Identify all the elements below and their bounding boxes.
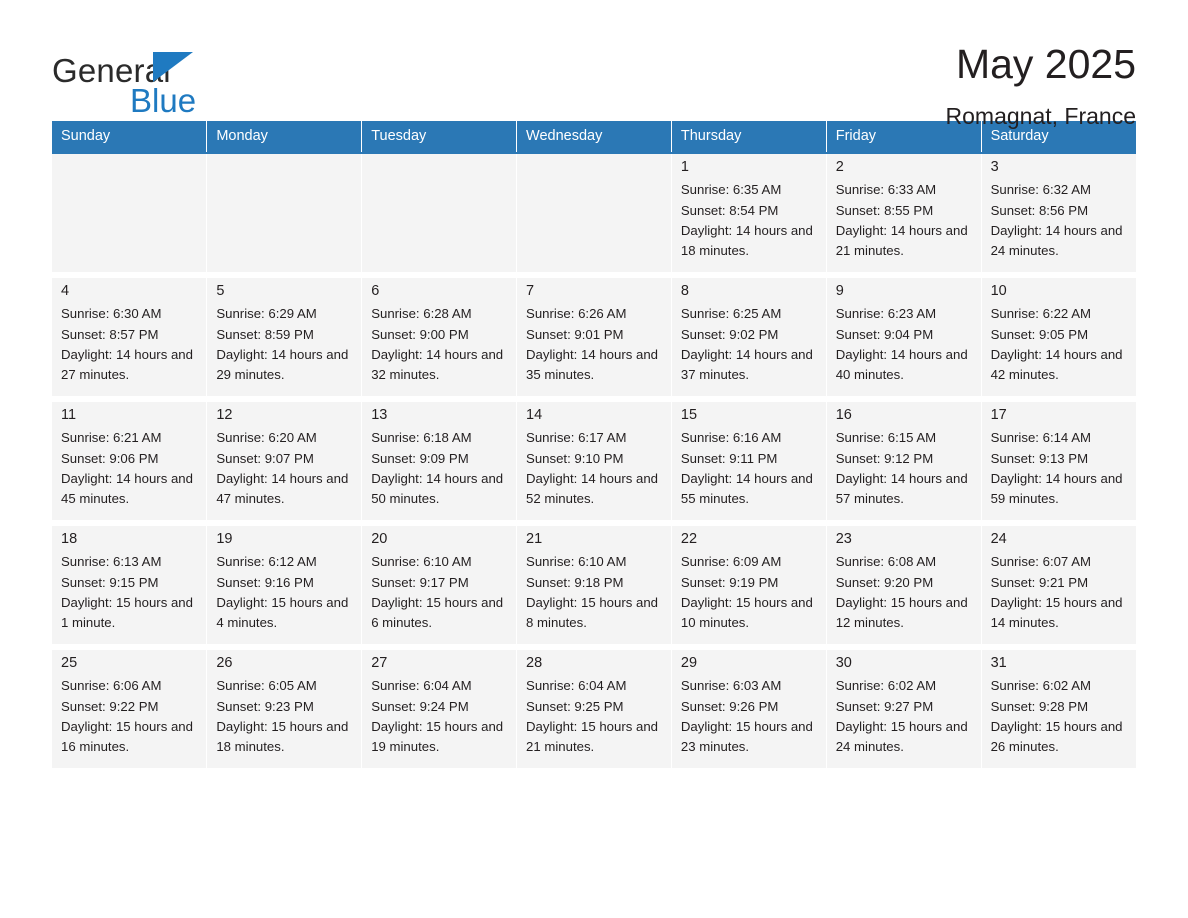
calendar-day-cell — [826, 647, 981, 771]
sunset-text: Sunset: 9:23 PM — [216, 698, 314, 714]
day-details — [672, 176, 826, 261]
calendar-day-cell — [207, 523, 362, 647]
weekday-header-monday: Monday — [207, 121, 362, 153]
day-number: 30 — [835, 655, 852, 671]
sunset-text: Sunset: 9:04 PM — [835, 326, 934, 342]
day-details — [672, 300, 826, 385]
calendar-day-cell — [52, 275, 207, 399]
calendar-week-row — [52, 399, 1136, 523]
calendar-day-cell — [981, 399, 1136, 523]
sunset-text: Sunset: 9:15 PM — [61, 574, 159, 590]
daylight-text: Daylight: 14 hours and 35 minutes. — [526, 346, 658, 382]
weekday-header-friday: Friday — [826, 121, 981, 153]
day-number: 4 — [61, 283, 70, 299]
sunrise-text: Sunrise: 6:23 AM — [835, 306, 937, 322]
logo-text-general: General — [52, 52, 171, 89]
daylight-text: Daylight: 14 hours and 40 minutes. — [835, 346, 968, 382]
day-details — [827, 424, 981, 509]
daylight-text: Daylight: 15 hours and 6 minutes. — [371, 594, 504, 630]
day-details — [982, 176, 1136, 261]
calendar-cell-empty — [517, 153, 672, 275]
day-number: 25 — [61, 655, 78, 671]
sunrise-text: Sunrise: 6:20 AM — [216, 430, 317, 446]
day-number: 18 — [61, 531, 78, 547]
logo-triangle-icon — [153, 52, 193, 82]
sunset-text: Sunset: 9:05 PM — [990, 326, 1089, 342]
weekday-header-sunday: Sunday — [52, 121, 207, 153]
day-details — [982, 424, 1136, 509]
daylight-text: Daylight: 15 hours and 18 minutes. — [216, 718, 349, 754]
day-number: 20 — [371, 531, 388, 547]
sunset-text: Sunset: 9:13 PM — [990, 450, 1089, 466]
daylight-text: Daylight: 14 hours and 42 minutes. — [990, 346, 1123, 382]
sunset-text: Sunset: 9:17 PM — [371, 574, 469, 590]
day-number: 10 — [990, 283, 1007, 299]
calendar-week-row — [52, 523, 1136, 647]
calendar-day-cell — [981, 647, 1136, 771]
daylight-text: Daylight: 14 hours and 27 minutes. — [61, 346, 193, 382]
day-details — [982, 300, 1136, 385]
daylight-text: Daylight: 15 hours and 19 minutes. — [371, 718, 504, 754]
day-details — [362, 672, 516, 757]
calendar-day-cell — [671, 647, 826, 771]
calendar-day-cell — [52, 523, 207, 647]
calendar-day-cell — [362, 399, 517, 523]
day-number: 5 — [216, 283, 225, 299]
daylight-text: Daylight: 15 hours and 12 minutes. — [835, 594, 968, 630]
daylight-text: Daylight: 14 hours and 57 minutes. — [835, 470, 968, 506]
weekday-header-saturday: Saturday — [981, 121, 1136, 153]
day-details — [362, 424, 516, 509]
daylight-text: Daylight: 14 hours and 29 minutes. — [216, 346, 349, 382]
sunrise-text: Sunrise: 6:09 AM — [680, 554, 782, 570]
sunrise-text: Sunrise: 6:32 AM — [990, 182, 1091, 198]
day-number: 19 — [216, 531, 233, 547]
sunrise-text: Sunrise: 6:02 AM — [835, 678, 937, 694]
daylight-text: Daylight: 14 hours and 55 minutes. — [680, 470, 813, 506]
sunrise-text: Sunrise: 6:02 AM — [990, 678, 1091, 694]
calendar-day-cell — [826, 399, 981, 523]
sunrise-text: Sunrise: 6:07 AM — [990, 554, 1091, 570]
day-number: 26 — [216, 655, 233, 671]
sunrise-text: Sunrise: 6:03 AM — [680, 678, 782, 694]
daylight-text: Daylight: 15 hours and 10 minutes. — [680, 594, 813, 630]
calendar-day-cell — [671, 275, 826, 399]
calendar-day-cell — [207, 647, 362, 771]
location-subtitle: Romagnat, France — [945, 103, 1136, 129]
sunset-text: Sunset: 9:06 PM — [61, 450, 159, 466]
generalblue-logo — [52, 44, 242, 119]
day-details — [827, 300, 981, 385]
daylight-text: Daylight: 15 hours and 16 minutes. — [61, 718, 193, 754]
daylight-text: Daylight: 14 hours and 37 minutes. — [680, 346, 813, 382]
calendar-day-cell — [981, 275, 1136, 399]
calendar-cell-empty — [207, 153, 362, 275]
calendar-day-cell — [52, 647, 207, 771]
sunset-text: Sunset: 9:02 PM — [680, 326, 779, 342]
calendar-day-cell — [826, 523, 981, 647]
sunrise-text: Sunrise: 6:33 AM — [835, 182, 937, 198]
sunset-text: Sunset: 9:18 PM — [526, 574, 624, 590]
day-number: 27 — [371, 655, 388, 671]
sunset-text: Sunset: 9:00 PM — [371, 326, 469, 342]
day-details — [517, 672, 671, 757]
calendar-body — [52, 153, 1136, 771]
daylight-text: Daylight: 15 hours and 14 minutes. — [990, 594, 1123, 630]
sunset-text: Sunset: 9:20 PM — [835, 574, 934, 590]
day-details — [827, 176, 981, 261]
daylight-text: Daylight: 14 hours and 47 minutes. — [216, 470, 349, 506]
day-number: 17 — [990, 407, 1007, 423]
sunrise-text: Sunrise: 6:13 AM — [61, 554, 162, 570]
weekday-header-wednesday: Wednesday — [517, 121, 672, 153]
calendar-day-cell — [207, 399, 362, 523]
day-number: 9 — [835, 283, 844, 299]
page-title: May 2025 — [955, 41, 1136, 87]
sunrise-text: Sunrise: 6:08 AM — [835, 554, 937, 570]
day-details — [982, 672, 1136, 757]
day-details — [827, 672, 981, 757]
day-number: 22 — [680, 531, 698, 547]
sunset-text: Sunset: 9:11 PM — [680, 450, 778, 466]
day-number: 8 — [680, 283, 689, 299]
day-number: 21 — [526, 531, 543, 547]
weekday-header-thursday: Thursday — [671, 121, 826, 153]
calendar-day-cell — [517, 647, 672, 771]
calendar-day-cell — [517, 399, 672, 523]
sunrise-text: Sunrise: 6:28 AM — [371, 306, 472, 322]
day-number: 23 — [835, 531, 852, 547]
calendar-day-cell — [826, 153, 981, 275]
sunrise-text: Sunrise: 6:18 AM — [371, 430, 472, 446]
day-details — [827, 548, 981, 633]
sunset-text: Sunset: 9:22 PM — [61, 698, 159, 714]
sunset-text: Sunset: 9:10 PM — [526, 450, 624, 466]
sunset-text: Sunset: 9:07 PM — [216, 450, 314, 466]
sunset-text: Sunset: 9:25 PM — [526, 698, 624, 714]
day-number: 13 — [371, 407, 388, 423]
calendar-day-cell — [981, 523, 1136, 647]
day-number: 1 — [680, 159, 689, 175]
calendar-day-cell — [362, 523, 517, 647]
day-number: 12 — [216, 407, 233, 423]
sunset-text: Sunset: 8:57 PM — [61, 326, 159, 342]
logo-text-blue: Blue — [130, 82, 197, 119]
calendar-day-cell — [981, 153, 1136, 275]
daylight-text: Daylight: 14 hours and 59 minutes. — [990, 470, 1123, 506]
title-block — [945, 41, 1136, 129]
calendar-cell-empty — [362, 153, 517, 275]
day-details — [52, 300, 206, 385]
calendar-week-row — [52, 153, 1136, 275]
day-number: 29 — [680, 655, 698, 671]
sunrise-text: Sunrise: 6:26 AM — [526, 306, 627, 322]
day-details — [207, 672, 361, 757]
sunset-text: Sunset: 9:21 PM — [990, 574, 1089, 590]
daylight-text: Daylight: 15 hours and 1 minute. — [61, 594, 193, 630]
day-details — [207, 548, 361, 633]
sunset-text: Sunset: 9:01 PM — [526, 326, 624, 342]
daylight-text: Daylight: 14 hours and 45 minutes. — [61, 470, 193, 506]
calendar-day-cell — [671, 399, 826, 523]
sunrise-text: Sunrise: 6:17 AM — [526, 430, 627, 446]
calendar-day-cell — [671, 153, 826, 275]
day-number: 6 — [371, 283, 380, 299]
daylight-text: Daylight: 15 hours and 4 minutes. — [216, 594, 349, 630]
day-number: 14 — [526, 407, 543, 423]
calendar-day-cell — [826, 275, 981, 399]
sunrise-text: Sunrise: 6:29 AM — [216, 306, 317, 322]
sunset-text: Sunset: 9:24 PM — [371, 698, 469, 714]
calendar-week-row — [52, 275, 1136, 399]
daylight-text: Daylight: 14 hours and 21 minutes. — [835, 222, 968, 258]
day-details — [517, 300, 671, 385]
daylight-text: Daylight: 15 hours and 26 minutes. — [990, 718, 1123, 754]
calendar-day-cell — [362, 275, 517, 399]
sunrise-text: Sunrise: 6:04 AM — [526, 678, 627, 694]
day-number: 15 — [680, 407, 698, 423]
day-number: 31 — [990, 655, 1007, 671]
calendar-week-row — [52, 647, 1136, 771]
sunset-text: Sunset: 9:27 PM — [835, 698, 934, 714]
day-details — [517, 548, 671, 633]
daylight-text: Daylight: 14 hours and 24 minutes. — [990, 222, 1123, 258]
calendar-cell-empty — [52, 153, 207, 275]
calendar-day-cell — [517, 275, 672, 399]
calendar-day-cell — [362, 647, 517, 771]
calendar-day-cell — [671, 523, 826, 647]
day-number: 11 — [61, 407, 77, 423]
sunset-text: Sunset: 8:56 PM — [990, 202, 1089, 218]
sunset-text: Sunset: 9:12 PM — [835, 450, 934, 466]
day-details — [362, 300, 516, 385]
daylight-text: Daylight: 15 hours and 8 minutes. — [526, 594, 658, 630]
sunset-text: Sunset: 9:28 PM — [990, 698, 1089, 714]
sunset-text: Sunset: 9:26 PM — [680, 698, 779, 714]
sunset-text: Sunset: 8:54 PM — [680, 202, 779, 218]
sunrise-text: Sunrise: 6:10 AM — [371, 554, 472, 570]
sunrise-text: Sunrise: 6:12 AM — [216, 554, 317, 570]
day-details — [207, 300, 361, 385]
day-number: 28 — [526, 655, 543, 671]
daylight-text: Daylight: 15 hours and 23 minutes. — [680, 718, 813, 754]
sunrise-text: Sunrise: 6:25 AM — [680, 306, 782, 322]
sunset-text: Sunset: 9:09 PM — [371, 450, 469, 466]
day-number: 3 — [990, 159, 999, 175]
sunset-text: Sunset: 8:59 PM — [216, 326, 314, 342]
daylight-text: Daylight: 14 hours and 50 minutes. — [371, 470, 504, 506]
sunrise-text: Sunrise: 6:16 AM — [680, 430, 782, 446]
sunset-text: Sunset: 8:55 PM — [835, 202, 934, 218]
sunrise-text: Sunrise: 6:06 AM — [61, 678, 162, 694]
day-details — [52, 672, 206, 757]
calendar-table — [52, 121, 1136, 774]
sunrise-text: Sunrise: 6:22 AM — [990, 306, 1091, 322]
sunrise-text: Sunrise: 6:05 AM — [216, 678, 317, 694]
daylight-text: Daylight: 15 hours and 21 minutes. — [526, 718, 658, 754]
daylight-text: Daylight: 14 hours and 32 minutes. — [371, 346, 504, 382]
sunrise-text: Sunrise: 6:10 AM — [526, 554, 627, 570]
page-header — [52, 0, 1136, 129]
sunrise-text: Sunrise: 6:30 AM — [61, 306, 162, 322]
sunrise-text: Sunrise: 6:04 AM — [371, 678, 472, 694]
sunset-text: Sunset: 9:16 PM — [216, 574, 314, 590]
sunrise-text: Sunrise: 6:35 AM — [680, 182, 782, 198]
daylight-text: Daylight: 14 hours and 52 minutes. — [526, 470, 658, 506]
calendar-day-cell — [52, 399, 207, 523]
sunrise-text: Sunrise: 6:21 AM — [61, 430, 162, 446]
sunset-text: Sunset: 9:19 PM — [680, 574, 779, 590]
day-details — [982, 548, 1136, 633]
daylight-text: Daylight: 15 hours and 24 minutes. — [835, 718, 968, 754]
day-number: 16 — [835, 407, 852, 423]
calendar-day-cell — [207, 275, 362, 399]
day-number: 24 — [990, 531, 1007, 547]
day-details — [362, 548, 516, 633]
calendar-day-cell — [517, 523, 672, 647]
weekday-header-tuesday: Tuesday — [362, 121, 517, 153]
day-details — [517, 424, 671, 509]
day-number: 7 — [526, 283, 535, 299]
day-details — [52, 424, 206, 509]
day-details — [207, 424, 361, 509]
day-details — [672, 424, 826, 509]
day-details — [672, 548, 826, 633]
day-details — [672, 672, 826, 757]
day-details — [52, 548, 206, 633]
sunrise-text: Sunrise: 6:15 AM — [835, 430, 937, 446]
daylight-text: Daylight: 14 hours and 18 minutes. — [680, 222, 813, 258]
sunrise-text: Sunrise: 6:14 AM — [990, 430, 1091, 446]
day-number: 2 — [835, 159, 844, 175]
